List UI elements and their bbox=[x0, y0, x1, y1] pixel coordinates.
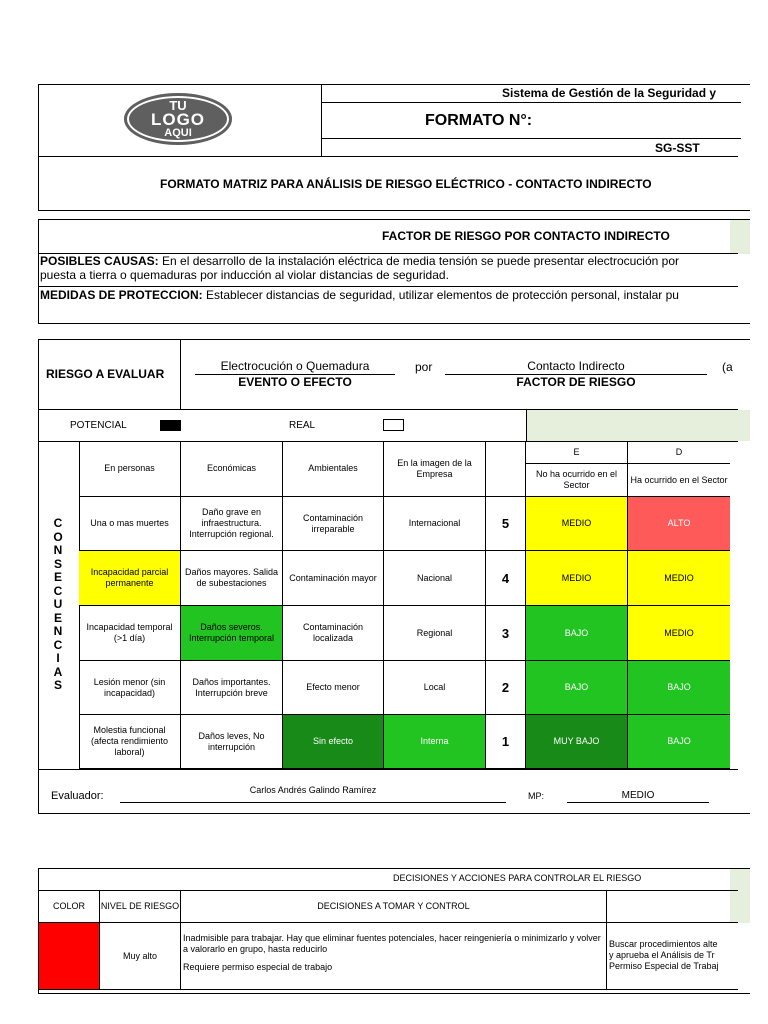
matrix-cell-level-level-5: 5 bbox=[486, 497, 526, 551]
freq-d-desc: Ha ocurrido en el Sector bbox=[628, 464, 730, 497]
mp-value: MEDIO bbox=[621, 790, 655, 801]
color-swatch-red bbox=[39, 923, 99, 989]
matrix-cell-ambientales-level-5: Contaminación irreparable bbox=[283, 497, 384, 551]
mp-label: MP: bbox=[528, 791, 545, 801]
page-clip bbox=[750, 0, 768, 1024]
document-title: FORMATO MATRIZ PARA ANÁLISIS DE RIESGO ELÉCTRICO - CONTACTO INDIRECTO bbox=[160, 177, 652, 191]
event-label: EVENTO O EFECTO bbox=[238, 375, 352, 389]
matrix-cell-personas-level-1: Molestia funcional (afecta rendimiento laboral) bbox=[79, 715, 181, 769]
matrix-cell-e-level-2: BAJO bbox=[526, 661, 628, 715]
logo-line-2: LOGO bbox=[150, 109, 206, 129]
matrix-cell-level-level-1: 1 bbox=[486, 715, 526, 769]
real-label: REAL bbox=[289, 420, 316, 431]
factor-value: Contacto Indirecto bbox=[527, 359, 625, 373]
matrix-cell-ambientales-level-3: Contaminación localizada bbox=[283, 606, 384, 661]
evaluator-label: Evaluador: bbox=[51, 790, 104, 802]
matrix-cell-economicas-level-1: Daños leves, No interrupción bbox=[181, 715, 283, 769]
paren-text: (a bbox=[722, 360, 733, 374]
causes-label: POSIBLES CAUSAS: bbox=[40, 254, 159, 268]
matrix-cell-personas-level-2: Lesión menor (sin incapacidad) bbox=[79, 661, 181, 715]
freq-e-desc: No ha ocurrido en el Sector bbox=[526, 464, 628, 497]
decision-text-2: Requiere permiso especial de trabajo bbox=[183, 962, 333, 972]
possible-causes bbox=[40, 254, 728, 282]
potencial-checkbox[interactable] bbox=[160, 420, 181, 431]
matrix-cell-d-level-3: MEDIO bbox=[628, 606, 730, 661]
decisions-title: DECISIONES Y ACCIONES PARA CONTROLAR EL RIESGO bbox=[393, 873, 642, 883]
col-color: COLOR bbox=[52, 901, 85, 911]
matrix-cell-imagen-level-5: Internacional bbox=[384, 497, 486, 551]
col-header-imagen: En la imagen de la Empresa bbox=[384, 441, 486, 497]
matrix-cell-e-level-3: BAJO bbox=[526, 606, 628, 661]
by-text: por bbox=[415, 360, 433, 374]
matrix-cell-d-level-2: BAJO bbox=[628, 661, 730, 715]
matrix-cell-ambientales-level-2: Efecto menor bbox=[283, 661, 384, 715]
matrix-cell-d-level-1: BAJO bbox=[628, 715, 730, 769]
causes-text-2: puesta a tierra o quemaduras por inducción al violar distancias de seguridad. bbox=[40, 268, 449, 282]
potencial-label: POTENCIAL bbox=[70, 420, 127, 431]
matrix-cell-level-level-2: 2 bbox=[486, 661, 526, 715]
format-number-label: FORMATO N°: bbox=[425, 112, 533, 129]
col-header-economicas: Económicas bbox=[181, 441, 283, 497]
risk-to-evaluate-label: RIESGO A EVALUAR bbox=[46, 367, 165, 381]
protection-measures bbox=[40, 288, 728, 302]
freq-d-letter: D bbox=[628, 441, 730, 464]
matrix-cell-d-level-4: MEDIO bbox=[628, 551, 730, 606]
logo bbox=[124, 93, 232, 145]
level-muy-alto: Muy alto bbox=[122, 950, 157, 961]
logo-line-1: TU bbox=[169, 97, 187, 113]
col-header-level bbox=[486, 441, 526, 497]
matrix-cell-d-level-5: ALTO bbox=[628, 497, 730, 551]
decision-text-1: Inadmisible para trabajar. Hay que eliminar fuentes potenciales, hacer reingeniería o minimizarlo y volver a valorarlo en grupo, hasta reducirlo bbox=[183, 933, 601, 954]
event-value: Electrocución o Quemadura bbox=[220, 359, 370, 373]
matrix-cell-imagen-level-2: Local bbox=[384, 661, 486, 715]
matrix-cell-e-level-5: MEDIO bbox=[526, 497, 628, 551]
real-checkbox[interactable] bbox=[383, 419, 404, 431]
matrix-cell-ambientales-level-4: Contaminación mayor bbox=[283, 551, 384, 606]
factor-title: FACTOR DE RIESGO POR CONTACTO INDIRECTO bbox=[382, 229, 670, 243]
matrix-cell-e-level-1: MUY BAJO bbox=[526, 715, 628, 769]
col-header-ambientales: Ambientales bbox=[283, 441, 384, 497]
system-title: Sistema de Gestión de la Seguridad y bbox=[502, 86, 717, 100]
matrix-cell-economicas-level-4: Daños mayores. Salida de subestaciones bbox=[181, 551, 283, 606]
matrix-cell-economicas-level-3: Daños severos. Interrupción temporal bbox=[181, 606, 283, 661]
matrix-cell-imagen-level-4: Nacional bbox=[384, 551, 486, 606]
causes-text: En el desarrollo de la instalación eléctrica de media tensión se puede presentar electrocución por bbox=[158, 254, 679, 268]
consequences-vertical-label: C O N S E C U E N C I A S bbox=[53, 516, 63, 692]
decision-text bbox=[183, 933, 603, 973]
matrix-cell-imagen-level-3: Regional bbox=[384, 606, 486, 661]
freq-e-letter: E bbox=[526, 441, 628, 464]
document-code: SG-SST bbox=[655, 141, 700, 155]
measures-text: Establecer distancias de seguridad, utilizar elementos de protección personal, instalar pu bbox=[202, 288, 679, 302]
col-decisions: DECISIONES A TOMAR Y CONTROL bbox=[317, 901, 470, 911]
logo-line-3: AQUI bbox=[164, 126, 192, 139]
measures-label: MEDIDAS DE PROTECCION: bbox=[40, 288, 203, 302]
matrix-cell-personas-level-4: Incapacidad parcial permanente bbox=[79, 551, 181, 606]
matrix-cell-economicas-level-5: Daño grave en infraestructura. Interrupción regional. bbox=[181, 497, 283, 551]
col-level: NIVEL DE RIESGO bbox=[100, 901, 180, 911]
evaluator-name: Carlos Andrés Galindo Ramírez bbox=[249, 785, 377, 795]
col-header-personas: En personas bbox=[79, 441, 181, 497]
matrix-cell-level-level-4: 4 bbox=[486, 551, 526, 606]
matrix-cell-imagen-level-1: Interna bbox=[384, 715, 486, 769]
matrix-cell-ambientales-level-1: Sin efecto bbox=[283, 715, 384, 769]
matrix-cell-e-level-4: MEDIO bbox=[526, 551, 628, 606]
decision-extra: Buscar procedimientos alte y aprueba el Análisis de Tr Permiso Especial de Trabaj bbox=[609, 939, 719, 971]
matrix-cell-personas-level-5: Una o mas muertes bbox=[79, 497, 181, 551]
matrix-cell-economicas-level-2: Daños importantes. Interrupción breve bbox=[181, 661, 283, 715]
factor-label: FACTOR DE RIESGO bbox=[516, 375, 636, 389]
matrix-cell-personas-level-3: Incapacidad temporal (>1 día) bbox=[79, 606, 181, 661]
matrix-cell-level-level-3: 3 bbox=[486, 606, 526, 661]
